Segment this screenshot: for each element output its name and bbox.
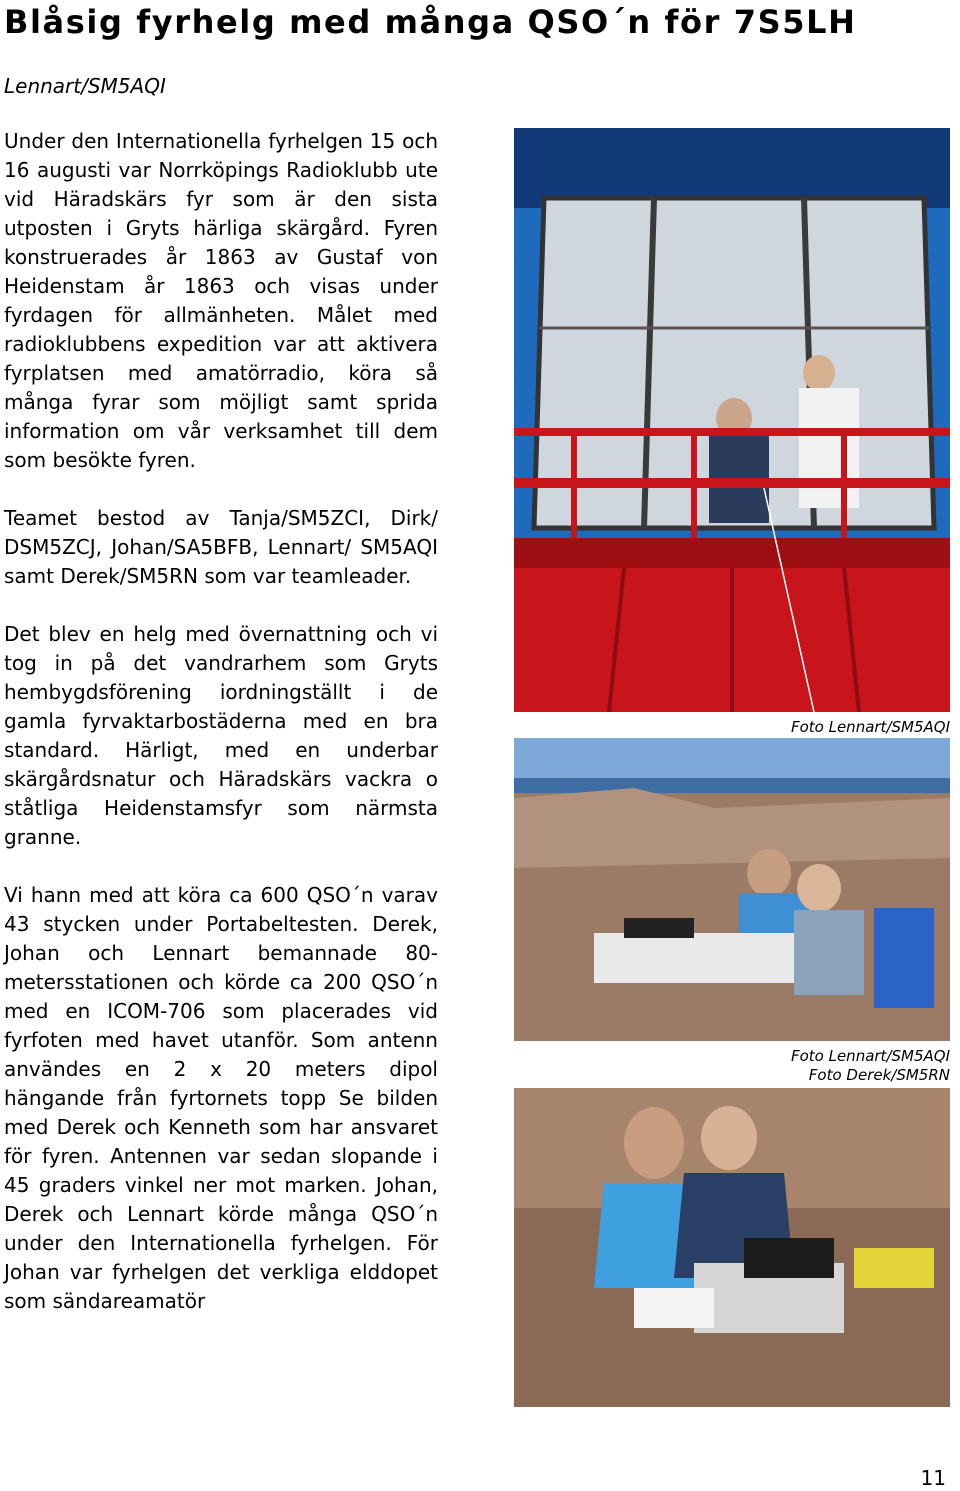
paragraph-4: Vi hann med att köra ca 600 QSO´n varav 43 stycken under Portabeltesten. Derek, Johan och Lennart bemannade 80-metersstationen och körde ca 200 QSO´n med en ICOM-706 som placerades vid fyrfoten med havet utanför. Som antenn användes en 2 x 20 meters dipol hängande från fyrtornets topp Se bilden med Derek och Kenneth som har ansvaret för fyren. Antennen var sedan slopande i 45 graders vinkel ner mot marken. Johan, Derek och Lennart körde många QSO´n under den Internationella fyrhelgen. För Johan var fyrhelgen det verkliga elddopet som sändareamatör bbox=[4, 883, 438, 1313]
article-title: Blåsig fyrhelg med många QSO´n för 7S5LH bbox=[4, 3, 857, 41]
photo-caption-1 bbox=[791, 718, 950, 737]
lighthouse-photo bbox=[514, 128, 950, 712]
paragraph-2: Teamet bestod av Tanja/SM5ZCI, Dirk/ DSM5ZCJ, Johan/SA5BFB, Lennart/ SM5AQI samt Derek/SM5RN som var teamleader. bbox=[4, 506, 438, 588]
radio-operators-photo bbox=[514, 1088, 950, 1407]
operators-on-rocks-photo bbox=[514, 738, 950, 1041]
author-byline: Lennart/SM5AQI bbox=[4, 74, 166, 98]
paragraph-1: Under den Internationella fyrhelgen 15 och 16 augusti var Norrköpings Radioklubb ute vid Häradskärs fyr som är den sista utposten i Gryts härliga skärgård. Fyren konstruerades år 1863 av Gustaf von Heidenstam år 1863 och visas under fyrdagen för allmänheten. Målet med radioklubbens expedition var att aktivera fyrplatsen med amatörradio, köra så många fyrar som möjligt samt sprida information om vår verksamhet till dem som besökte fyren. bbox=[4, 129, 438, 472]
caption-line: Foto Lennart/SM5AQI bbox=[790, 718, 950, 736]
article-body bbox=[4, 127, 438, 1345]
caption-line: Foto Lennart/SM5AQI bbox=[790, 1047, 950, 1065]
photo-caption-2 bbox=[791, 1047, 950, 1085]
page-number: 11 bbox=[920, 1466, 946, 1490]
paragraph-3: Det blev en helg med övernattning och vi tog in på det vandrarhem som Gryts hembygdsförening iordningställt i de gamla fyrvaktarbostäderna med en bra standard. Härligt, med en underbar skärgårdsnatur och Häradskärs vackra o ståtliga Heidenstamsfyr som närmsta granne. bbox=[4, 622, 438, 849]
caption-line: Foto Derek/SM5RN bbox=[808, 1066, 950, 1084]
